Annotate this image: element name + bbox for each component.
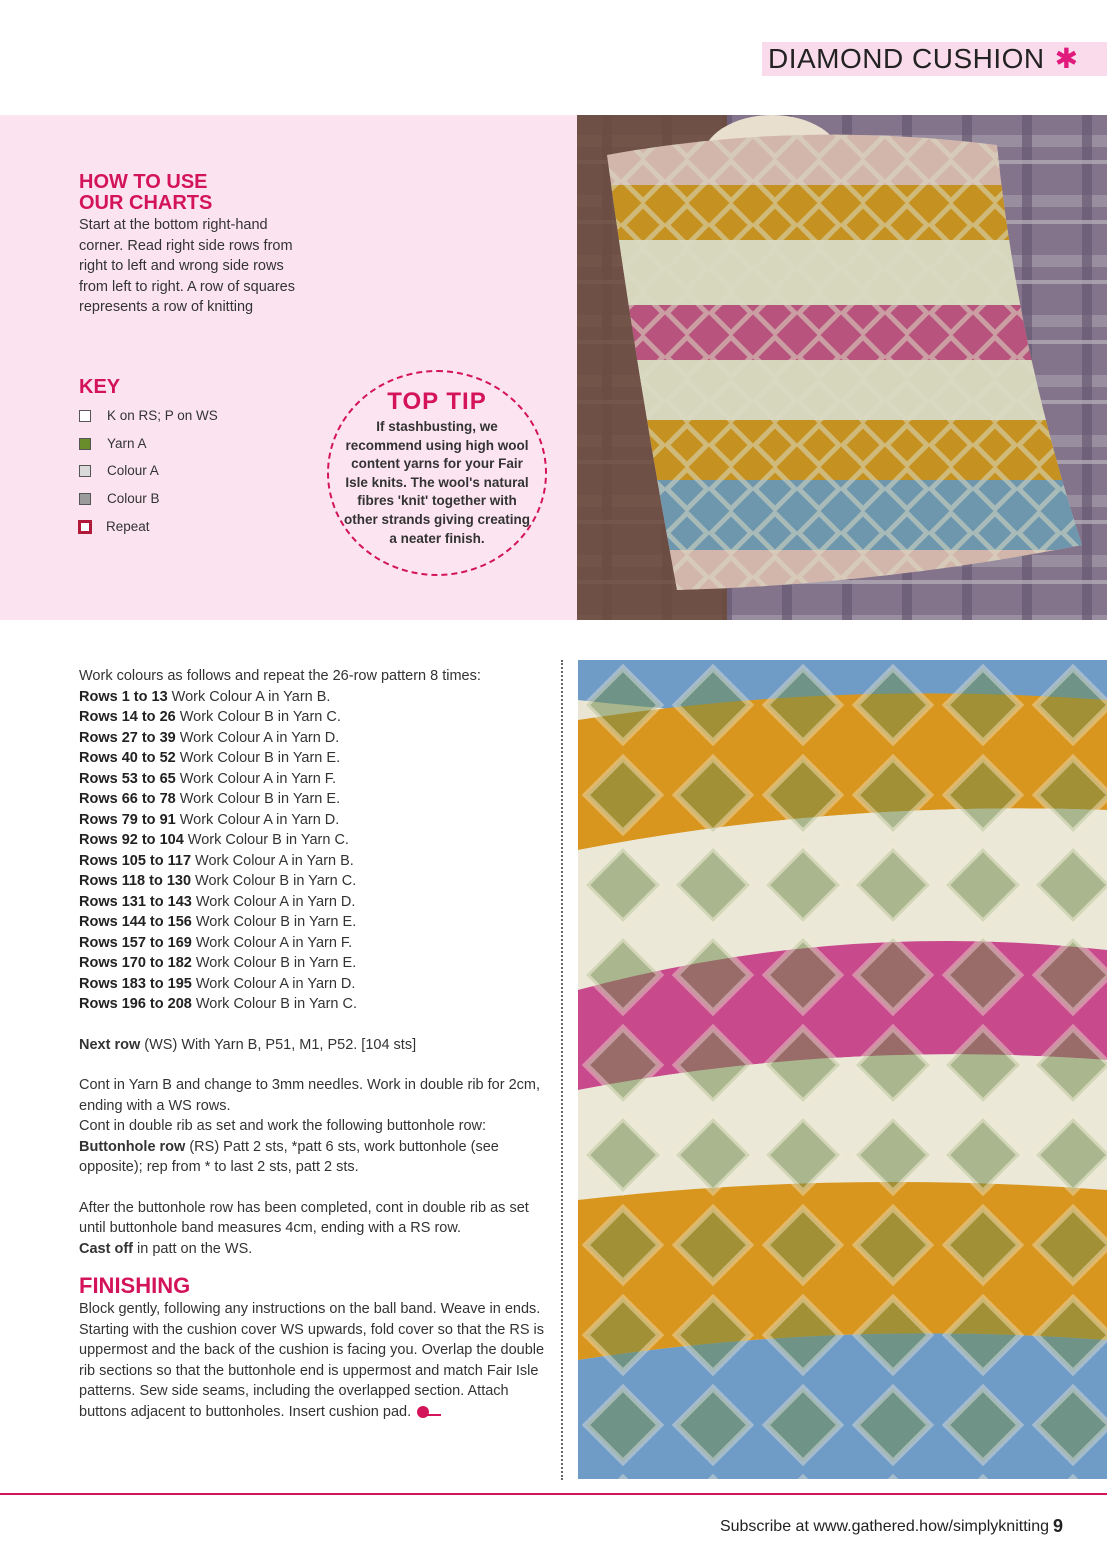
footer-subscribe-text: Subscribe at www.gathered.how/simplyknitting bbox=[719, 1518, 1049, 1535]
key-label: Repeat bbox=[106, 519, 150, 534]
yarn-ball-icon bbox=[417, 1406, 429, 1418]
row-instruction: Rows 118 to 130 Work Colour B in Yarn C. bbox=[79, 873, 357, 889]
row-instruction: Rows 27 to 39 Work Colour A in Yarn D. bbox=[79, 729, 340, 746]
row-instruction: Rows 40 to 52 Work Colour B in Yarn E. bbox=[79, 750, 341, 766]
after-paragraph: After the buttonhole row has been completed, cont in double rib as set until buttonhole band measures 4cm, ending with a RS row. Cast off in patt on the WS. bbox=[79, 1199, 529, 1257]
swatch-lightgrey-icon bbox=[79, 465, 91, 477]
key-item-yarn-a bbox=[79, 436, 147, 451]
key-label: Yarn A bbox=[107, 436, 147, 451]
column-divider bbox=[561, 660, 563, 1480]
howto-text: Start at the bottom right-hand corner. Read right side rows from right to left and wrong side rows from left to right. A row of squares represents a row of knitting bbox=[79, 217, 295, 315]
finishing-heading: FINISHING bbox=[79, 1273, 191, 1298]
row-instruction: Rows 1 to 13 Work Colour A in Yarn B. bbox=[79, 688, 331, 705]
knit-detail-photo bbox=[578, 660, 1107, 1479]
row-instruction: Rows 131 to 143 Work Colour A in Yarn D. bbox=[79, 893, 356, 910]
row-instruction: Rows 79 to 91 Work Colour A in Yarn D. bbox=[79, 811, 340, 828]
section-header-tab bbox=[762, 42, 1107, 76]
key-item-colour-a bbox=[79, 463, 159, 478]
next-row-paragraph: Next row (WS) With Yarn B, P51, M1, P52. [104 sts] bbox=[79, 1036, 417, 1053]
rows-list bbox=[79, 687, 549, 1015]
row-instruction: Rows 183 to 195 Work Colour A in Yarn D. bbox=[79, 975, 356, 992]
key-item-plain bbox=[79, 408, 218, 423]
row-instruction: Rows 144 to 156 Work Colour B in Yarn E. bbox=[79, 914, 357, 930]
knit-detail-illustration bbox=[578, 660, 1107, 1479]
row-instruction: Rows 157 to 169 Work Colour A in Yarn F. bbox=[79, 934, 353, 951]
howto-heading: HOW TO USE OUR CHARTS bbox=[79, 171, 213, 214]
key-label: Colour A bbox=[107, 463, 159, 478]
swatch-grey-icon bbox=[79, 493, 91, 505]
swatch-green-icon bbox=[79, 438, 91, 450]
row-instruction: Rows 66 to 78 Work Colour B in Yarn E. bbox=[79, 791, 341, 807]
cushion-photo bbox=[577, 115, 1107, 620]
finishing-paragraph: Block gently, following any instructions on the ball band. Weave in ends. Starting with the cushion cover WS upwards, fold cover so that the RS is uppermost and the back of the cushion is facing you. Overlap the double rib sections so that the buttonhole end is uppermost and match Fair Isle patterns. Sew side seams, including the overlapped section. Attach buttons adjacent to buttonholes. Insert cushion pad. bbox=[79, 1301, 545, 1420]
cont-paragraph: Cont in Yarn B and change to 3mm needles. Work in double rib for 2cm, ending with a WS rows. Cont in double rib as set and work the following buttonhole row: Buttonhole row (RS) Patt 2 sts, *patt 6 sts, work buttonhole (see opposite); rep from * to last 2 sts, patt 2 sts. bbox=[79, 1077, 541, 1175]
cushion-photo-illustration bbox=[577, 115, 1107, 620]
row-instruction: Rows 170 to 182 Work Colour B in Yarn E. bbox=[79, 955, 357, 971]
row-instruction: Rows 92 to 104 Work Colour B in Yarn C. bbox=[79, 832, 349, 848]
key-label: Colour B bbox=[107, 491, 160, 506]
swatch-plain-icon bbox=[79, 410, 91, 422]
swatch-repeat-icon bbox=[78, 520, 92, 534]
intro-text: Work colours as follows and repeat the 26-row pattern 8 times: bbox=[79, 668, 481, 684]
row-instruction: Rows 196 to 208 Work Colour B in Yarn C. bbox=[79, 996, 358, 1012]
row-instruction: Rows 53 to 65 Work Colour A in Yarn F. bbox=[79, 770, 337, 787]
key-item-repeat bbox=[79, 519, 150, 534]
key-label: K on RS; P on WS bbox=[107, 408, 218, 423]
page-number: 9 bbox=[1053, 1516, 1064, 1536]
row-instruction: Rows 105 to 117 Work Colour A in Yarn B. bbox=[79, 852, 354, 869]
section-title: DIAMOND CUSHION bbox=[768, 43, 1045, 74]
row-instruction: Rows 14 to 26 Work Colour B in Yarn C. bbox=[79, 709, 341, 725]
key-item-colour-b bbox=[79, 491, 160, 506]
top-tip-title: TOP TIP bbox=[387, 388, 487, 415]
key-heading: KEY bbox=[79, 376, 121, 398]
pattern-instructions bbox=[79, 666, 549, 1422]
top-tip-text: If stashbusting, we recommend using high wool content yarns for your Fair Isle knits. The wool's natural fibres 'knit' together with other strands giving creating a neater finish. bbox=[343, 419, 531, 546]
footer-rule bbox=[0, 1493, 1107, 1495]
top-tip-badge bbox=[327, 370, 547, 576]
flower-icon: ✱ bbox=[1054, 43, 1079, 74]
